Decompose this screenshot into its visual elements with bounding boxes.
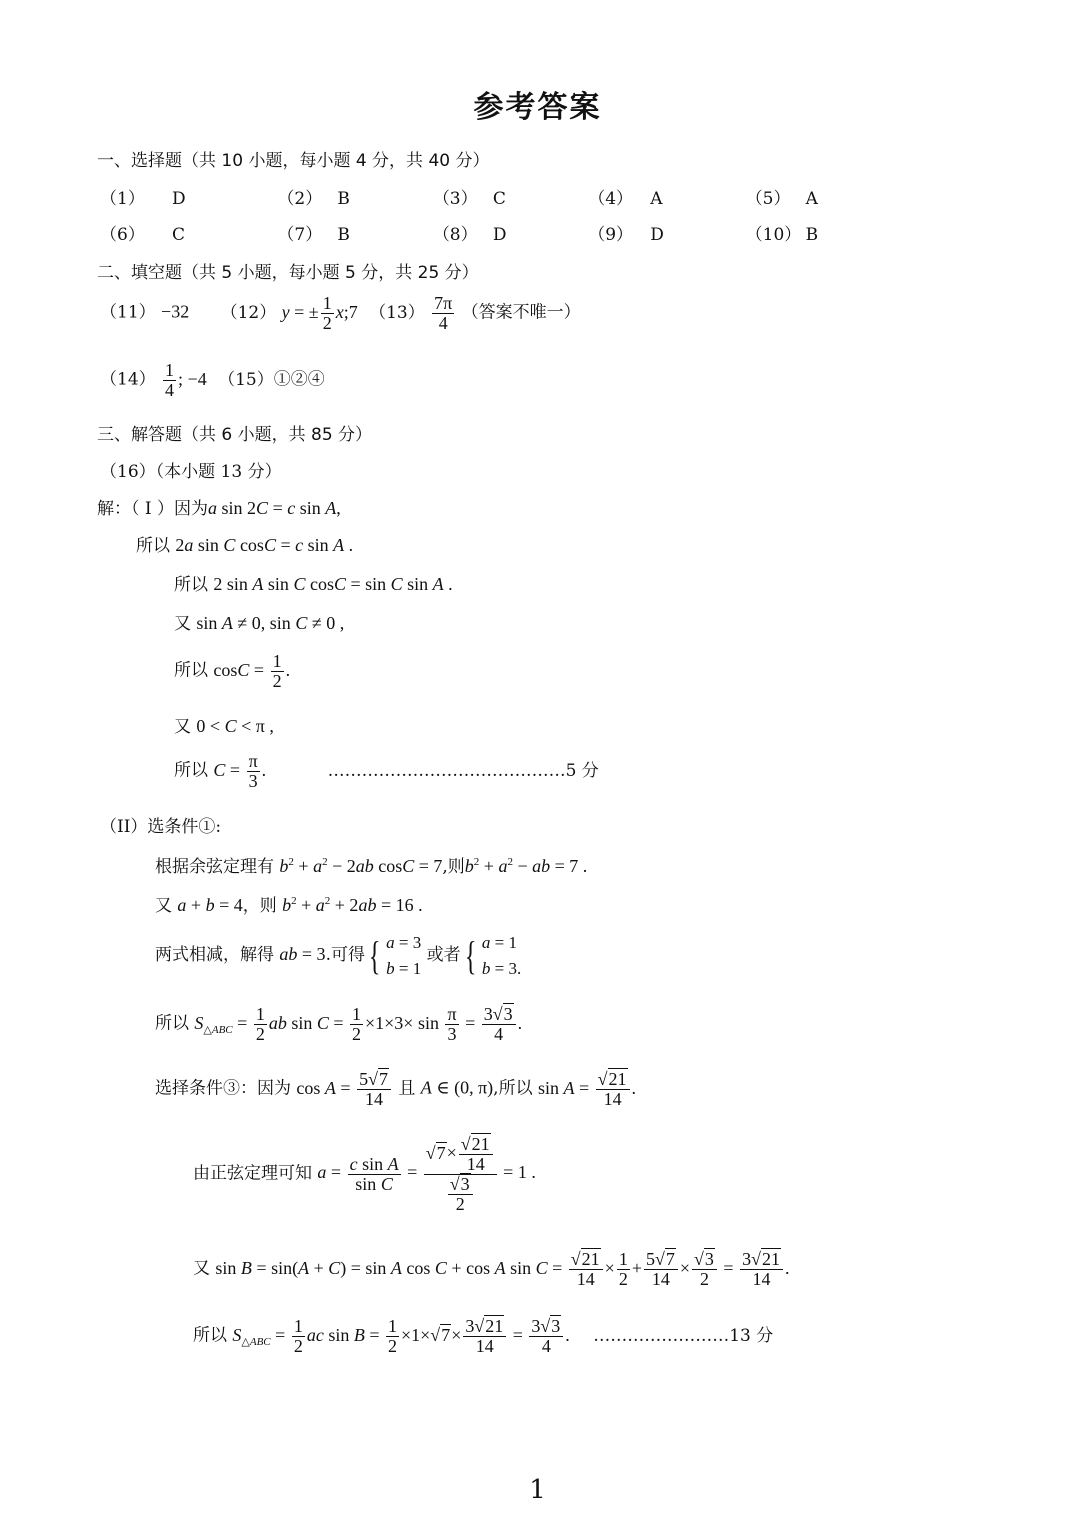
fill-row-2 xyxy=(100,361,325,400)
q16-line-7: 所以 C = $\frac{\pi}{3}$ . ……………………………………5 分 xyxy=(174,751,599,791)
q16-part2-heading: （II）选条件①: xyxy=(100,817,222,837)
fill-num: （13） xyxy=(369,302,425,323)
choice-row-2 xyxy=(100,220,836,245)
choice-answer: D xyxy=(492,225,507,245)
choice-answer: C xyxy=(492,189,506,209)
page-number: 1 xyxy=(529,1475,546,1505)
q16-line-9: 又 a + b = 4，则 $b^2 + a^2 + 2ab = 16$ . xyxy=(155,895,423,916)
choice-num: （9） xyxy=(588,225,634,245)
choice-num: （4） xyxy=(588,189,634,209)
q16-line-12: 选择条件③：因为 cos A = $\frac{5√7}{14}$ 且 A ∈ (0, π),所以 sin A = $\frac{√21}{14}$ . xyxy=(155,1069,637,1109)
choice-num: （6） xyxy=(100,225,145,245)
fill-num: （14） xyxy=(100,369,156,390)
choice-num: （10） xyxy=(745,225,802,245)
choice-answer: D xyxy=(650,225,664,245)
fill-num: （15） xyxy=(218,369,274,390)
fill-note: （答案不唯一） xyxy=(461,302,581,323)
fill-num: （11） xyxy=(100,302,156,323)
choice-answer: A xyxy=(805,189,818,209)
fill-answer-12: y = ± $\frac{1}{2}$ x;7 xyxy=(281,293,358,333)
choice-answer: B xyxy=(337,189,350,209)
fill-num: （12） xyxy=(220,302,277,323)
section-fill-heading: 二、填空题（共 5 小题，每小题 5 分，共 25 分） xyxy=(97,263,479,283)
choice-num: （5） xyxy=(745,189,791,209)
q16-line-8: 根据余弦定理有 $b^2 + a^2 - 2ab$ cosC = 7,则$b^2 + a^2$ − ab = 7 . xyxy=(155,856,588,877)
section-choice-heading: 一、选择题（共 10 小题，每小题 4 分，共 40 分） xyxy=(97,151,490,171)
q16-line-2: 所以 2a sin C cosC = c sin A . xyxy=(136,535,354,556)
q16-line-15: 所以 $S_{\triangle ABC}$ = $\frac{1}{2}$ ac sin B = $\frac{1}{2}$ ×1×√7× $\frac{3√21}{14}$ = $\frac{3√3}{4}$ . ……………………13 分 xyxy=(193,1316,774,1356)
choice-num: （2） xyxy=(277,189,323,209)
q16-line-1: 解：（ I ）因为a sin 2C = c sin A, xyxy=(97,498,341,519)
q16-line-5: 所以 cosC = $\frac{1}{2}$ . xyxy=(174,651,291,691)
choice-num: （3） xyxy=(432,189,478,209)
q16-line-6: 又 0 < C < π , xyxy=(174,716,274,737)
choice-answer: B xyxy=(805,225,819,245)
choice-num: （7） xyxy=(277,225,323,245)
q16-line-11: 所以 $S_{\triangle ABC}$ = $\frac{1}{2}$ ab sin C = $\frac{1}{2}$ ×1×3× sin $\frac{\pi}{3}$ = $\frac{3√3}{4}$ . xyxy=(155,1004,523,1044)
q16-line-4: 又 sin A ≠ 0, sin C ≠ 0 , xyxy=(174,613,345,634)
fill-answer: −32 xyxy=(161,301,190,322)
fill-row-1 xyxy=(100,294,581,333)
q16-heading: （16）（本小题 13 分） xyxy=(100,462,282,482)
fill-answer-14: $\frac{1}{4}$ ; −4 xyxy=(165,360,207,400)
choice-row-1 xyxy=(100,184,836,209)
choice-num: （8） xyxy=(432,225,478,245)
q16-line-13: 由正弦定理可知 a = $\frac{\text{c sin A}}{\text{sin C}}$ = √7× $\frac{√21}{14}$ $\frac{√3}{2}$ = 1 . xyxy=(193,1134,536,1214)
page-title: 参考答案 xyxy=(473,90,602,125)
fill-answer-13: $\frac{7\pi}{4}$ xyxy=(434,293,453,333)
choice-answer: A xyxy=(650,189,663,209)
q16-line-14: 又 sin B = sin(A + C) = sin A cos C + cos A sin C = $\frac{√21}{14}$ × $\frac{1}{2}$ + $\frac{5√7}{14}$ × $\frac{√3}{2}$ = $\frac{3√21}{14}$ . xyxy=(193,1249,790,1289)
choice-num: （1） xyxy=(100,189,145,209)
section-solve-heading: 三、解答题（共 6 小题，共 85 分） xyxy=(97,425,373,445)
fill-answer: ①②④ xyxy=(273,369,325,390)
score-13: ……………………13 分 xyxy=(593,1325,774,1346)
choice-answer: C xyxy=(172,225,186,245)
choice-answer: B xyxy=(337,225,350,245)
score-5: ……………………………………5 分 xyxy=(327,760,599,781)
q16-line-10: 两式相减，解得 ab = 3.可得 { a = 3 b = 1 或者 { a = 1 b = 3. xyxy=(155,932,522,978)
choice-answer: D xyxy=(172,189,186,209)
q16-line-3: 所以 2 sin A sin C cosC = sin C sin A . xyxy=(174,574,453,595)
